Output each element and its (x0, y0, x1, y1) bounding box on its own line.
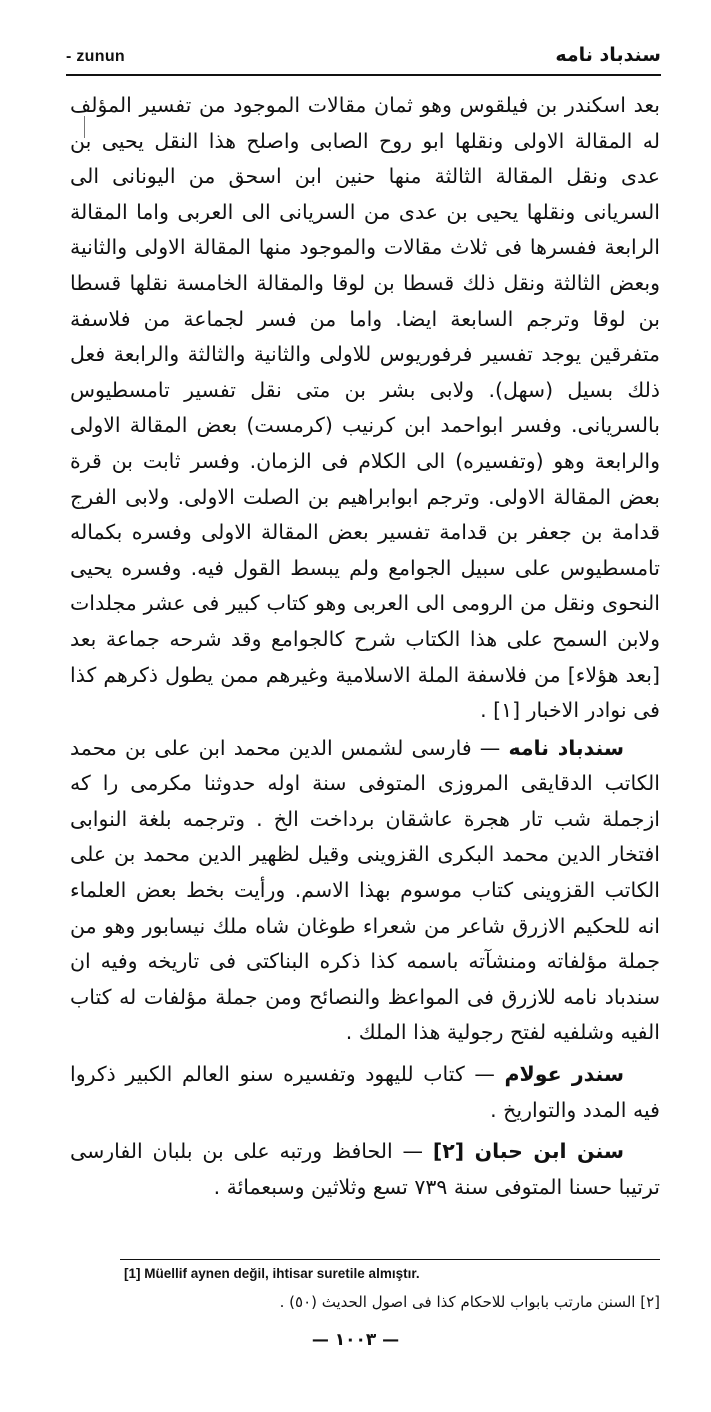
entry-sindbad-nameh (70, 731, 660, 1051)
entry-term: سندر عولام (504, 1062, 624, 1087)
footnote-1: [1] Müellif aynen değil, ihtisar suretile almıştır. (124, 1266, 420, 1281)
header-entry-title: سندباد نامه (555, 44, 661, 66)
header-rule (66, 74, 661, 76)
footnote-2: [٢] السنن مارتب بابواب للاحكام كذا فى اصول الحديث (٥٠) . (279, 1293, 660, 1311)
entry-body: — كتاب لليهود وتفسيره سنو العالم الكبير ذكروا فيه المدد والتواريخ . (70, 1062, 660, 1122)
page-number: — ١٠٠٣ — (311, 1330, 400, 1350)
running-header (66, 44, 661, 74)
main-text (70, 88, 660, 1205)
entry-term: سنن ابن حبان [٢] (432, 1139, 625, 1164)
entry-sunan-ibn-hibban (70, 1134, 660, 1205)
entry-body: — الحافظ ورتبه على بن بلبان الفارسى ترتيبا حسنا المتوفى سنة ٧٣٩ تسع وثلاثين وسبعمائة . (70, 1139, 660, 1199)
entry-term: سندباد نامه (508, 735, 624, 760)
entry-sidur-olam (70, 1057, 660, 1128)
entry-body: — فارسى لشمس الدين محمد ابن على بن محمد الكاتب الدقايقى المروزى المتوفى سنة اوله حدوثنا مكرمى را كه ازجملة شب تار هجرة عاشقان برداخت الخ . وترجمه بلغة النوابى افتخار الدين محمد البكرى القزوينى وقيل لظهير الدين محمد بن على الكاتب القزوينى كتاب موسوم بهذا الاسم. ورأيت بخط بعض العلماء انه للحكيم الازرق شاعر من شعراء طوغان شاه ملك نيسابور وهو من جملة مؤلفاته ومنشآته باسمه كذا ذكره البناكتى فى تاريخه وفيه ان سندباد نامه للازرق فى المواعظ والنصائح ومن جملة مؤلفات له كتاب الفيه وشلفيه لفتح رجولية هذا الملك . (70, 735, 660, 1045)
header-section-label: - zunun (66, 48, 125, 65)
paragraph-continuation: بعد اسكندر بن فيلقوس وهو ثمان مقالات الموجود من تفسير المؤلف له المقالة الاولى ونقلها ابو روح الصابى واصلح هذا النقل يحيى بن عدى ونقل المقالة الثالثة منها حنين ابن اسحق من اليونانى الى السريانى ونقلها يحيى بن عدى من السريانى الى العربى واما المقالة الرابعة ففسرها فى ثلاث مقالات والموجود منها المقالة الاولى والثانية وبعض الثالثة ونقل ذلك قسطا بن لوقا والمقالة الخامسة نقلها قسطا بن لوقا وترجم السابعة ايضا. واما من فسر لجماعة من فلاسفة متفرقين يوجد تفسير فرفوريوس للاولى والثانية والثالثة والرابعة فعل ذلك بسيل (سهل). ولابى بشر بن متى نقل تفسير تامسطيوس بالسريانى. وفسر ابواحمد ابن كرنيب (كرمست) بعض المقالة الاولى والرابعة وهو (وتفسيره) الى الكلام فى الزمان. وفسر ثابت بن قرة بعض المقالة الاولى. وترجم ابوابراهيم بن الصلت الاولى. ولابى الفرج قدامة بن جعفر بن قدامة تفسير بعض المقالة الاولى وفسره بكماله تامسطيوس على سبيل الجوامع ولم يبسط القول فيه. وفسره يحيى النحوى ونقل من الرومى الى العربى وهو كتاب كبير فى عشر مجلدات ولابن السمح على هذا الكتاب شرح كالجوامع وقد شرحه جماعة بعد [بعد هؤلاء] من فلاسفة الملة الاسلامية وغيرهم ممن يطول ذكرهم كذا فى نوادر الاخبار [١] . (70, 93, 660, 723)
footnote-rule (120, 1259, 660, 1260)
